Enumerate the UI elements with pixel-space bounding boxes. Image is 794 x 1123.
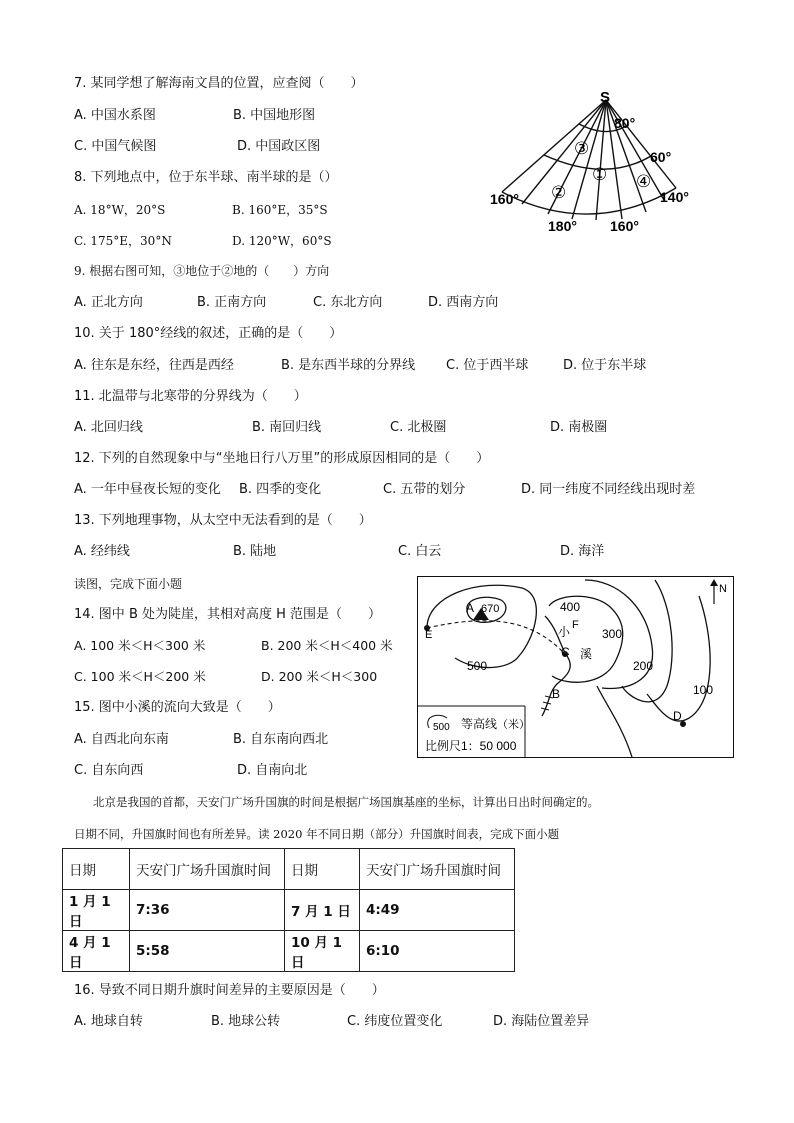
question-7-stem: 7. 某同学想了解海南文昌的位置，应查阅（ ） [74, 76, 364, 91]
section-intro-14: 读图，完成下面小题 [74, 577, 183, 591]
table-header-row [63, 849, 515, 890]
q14-option-c[interactable]: C. 100 米＜H＜200 米 [74, 669, 206, 684]
lon-180-label: 180° [548, 218, 577, 234]
question-12-stem: 12. 下列的自然现象中与“坐地日行八万里”的形成原因相同的是（ ） [74, 451, 490, 466]
point-d-label: D [673, 709, 682, 723]
point-4-label: ④ [636, 172, 652, 191]
question-15-stem: 15. 图中小溪的流向大致是（ ） [74, 700, 281, 715]
q11-option-c[interactable]: C. 北极圈 [390, 420, 447, 435]
point-1-label: ① [592, 165, 608, 184]
table-row [63, 890, 515, 931]
point-b-label: B [552, 687, 561, 701]
point-3-label: ③ [574, 139, 590, 158]
table-header-time-1: 天安门广场升国旗时间 [130, 849, 285, 890]
point-e-label: E [425, 629, 433, 641]
q7-option-a[interactable]: A. 中国水系图 [74, 108, 156, 123]
q13-option-a[interactable]: A. 经纬线 [74, 544, 130, 559]
point-2-label: ② [551, 183, 567, 202]
lon-160-left-label: 160° [490, 191, 519, 207]
legend-unit: （米） [497, 719, 530, 731]
question-13-stem: 13. 下列地理事物，从太空中无法看到的是（ ） [74, 513, 372, 528]
section-intro-16a: 北京是我国的首都，天安门广场升国旗的时间是根据广场国旗基座的坐标，计算出日出时间确定的。 [93, 795, 599, 809]
q10-option-a[interactable]: A. 往东是东经，往西是西经 [74, 358, 234, 373]
q11-option-d[interactable]: D. 南极圈 [550, 420, 608, 435]
q13-option-d[interactable]: D. 海洋 [560, 544, 605, 559]
q14-option-b[interactable]: B. 200 米＜H＜400 米 [261, 638, 393, 653]
legend-contour-value: 500 [433, 722, 450, 733]
table-cell: 7:36 [130, 890, 285, 931]
q9-option-d[interactable]: D. 西南方向 [428, 295, 499, 310]
pole-label: S [600, 89, 611, 106]
lon-160-bottom-label: 160° [610, 218, 639, 234]
table-cell: 1 月 1 日 [63, 890, 130, 931]
q8-option-d[interactable]: D. 120°W，60°S [232, 234, 332, 248]
q12-option-c[interactable]: C. 五带的划分 [383, 482, 466, 497]
table-cell: 5:58 [130, 931, 285, 972]
contour-100-label: 100 [693, 683, 714, 697]
section-intro-16b: 日期不同，升国旗时间也有所差异。读 2020 年不同日期（部分）升国旗时间表，完成下面小题 [74, 827, 560, 841]
stream-label-xi: 溪 [580, 647, 593, 661]
q15-option-b[interactable]: B. 自东南向西北 [233, 732, 329, 747]
lat-80-label: 80° [614, 115, 636, 131]
north-label: N [719, 583, 727, 595]
q10-option-b[interactable]: B. 是东西半球的分界线 [281, 358, 416, 373]
q16-option-d[interactable]: D. 海陆位置差异 [493, 1014, 590, 1029]
q15-option-d[interactable]: D. 自南向北 [237, 763, 308, 778]
contour-200-label: 200 [633, 659, 654, 673]
scale-label: 比例尺1：50 000 [425, 739, 517, 753]
q12-option-b[interactable]: B. 四季的变化 [239, 482, 322, 497]
q14-option-a[interactable]: A. 100 米＜H＜300 米 [74, 638, 206, 653]
question-8-stem: 8. 下列地点中，位于东半球、南半球的是（） [74, 170, 338, 185]
table-cell: 6:10 [360, 931, 515, 972]
q11-option-b[interactable]: B. 南回归线 [252, 420, 322, 435]
lon-140-label: 140° [660, 189, 689, 205]
q8-option-c[interactable]: C. 175°E，30°N [74, 234, 172, 248]
q8-option-b[interactable]: B. 160°E，35°S [232, 203, 328, 217]
table-cell: 7 月 1 日 [285, 890, 360, 931]
stream-label-xiao: 小 [558, 625, 571, 639]
question-16-stem: 16. 导致不同日期升旗时间差异的主要原因是（ ） [74, 983, 385, 998]
table-row [63, 931, 515, 972]
table-header-time-2: 天安门广场升国旗时间 [360, 849, 515, 890]
q7-option-c[interactable]: C. 中国气候图 [74, 139, 157, 154]
table-cell: 4:49 [360, 890, 515, 931]
contour-map-figure [417, 576, 734, 758]
legend-contour-label: 等高线 [461, 717, 498, 731]
point-c-label: C [561, 645, 570, 659]
q8-option-a[interactable]: A. 18°W，20°S [74, 203, 166, 217]
q14-option-d[interactable]: D. 200 米＜H＜300 [261, 669, 378, 684]
q9-option-a[interactable]: A. 正北方向 [74, 295, 143, 310]
lat-60-label: 60° [650, 149, 672, 165]
contour-300-label: 300 [602, 627, 623, 641]
point-a-label: A [466, 601, 475, 615]
q10-option-c[interactable]: C. 位于西半球 [446, 358, 529, 373]
table-header-date-1: 日期 [63, 849, 130, 890]
q12-option-d[interactable]: D. 同一纬度不同经线出现时差 [521, 482, 696, 497]
polar-projection-figure [486, 88, 700, 248]
summit-elevation-label: 670 [481, 603, 500, 615]
q15-option-a[interactable]: A. 自西北向东南 [74, 732, 169, 747]
q7-option-b[interactable]: B. 中国地形图 [233, 108, 316, 123]
q10-option-d[interactable]: D. 位于东半球 [563, 358, 647, 373]
q7-option-d[interactable]: D. 中国政区图 [237, 139, 321, 154]
q16-option-c[interactable]: C. 纬度位置变化 [347, 1014, 443, 1029]
q16-option-b[interactable]: B. 地球公转 [211, 1014, 281, 1029]
question-10-stem: 10. 关于 180°经线的叙述，正确的是（ ） [74, 326, 343, 341]
table-cell: 4 月 1 日 [63, 931, 130, 972]
table-header-date-2: 日期 [285, 849, 360, 890]
q13-option-c[interactable]: C. 白云 [398, 544, 442, 559]
q9-option-b[interactable]: B. 正南方向 [197, 295, 267, 310]
point-f-label: F [572, 619, 579, 631]
question-11-stem: 11. 北温带与北寒带的分界线为（ ） [74, 389, 307, 404]
q15-option-c[interactable]: C. 自东向西 [74, 763, 144, 778]
question-9-stem: 9. 根据右图可知，③地位于②地的（ ）方向 [74, 264, 330, 278]
contour-500-label: 500 [467, 659, 488, 673]
flag-raising-time-table [62, 848, 515, 972]
contour-400-label: 400 [560, 600, 581, 614]
q11-option-a[interactable]: A. 北回归线 [74, 420, 143, 435]
q13-option-b[interactable]: B. 陆地 [233, 544, 277, 559]
q9-option-c[interactable]: C. 东北方向 [313, 295, 383, 310]
question-14-stem: 14. 图中 B 处为陡崖，其相对高度 H 范围是（ ） [74, 607, 382, 622]
q16-option-a[interactable]: A. 地球自转 [74, 1014, 143, 1029]
q12-option-a[interactable]: A. 一年中昼夜长短的变化 [74, 482, 221, 497]
table-cell: 10 月 1 日 [285, 931, 360, 972]
